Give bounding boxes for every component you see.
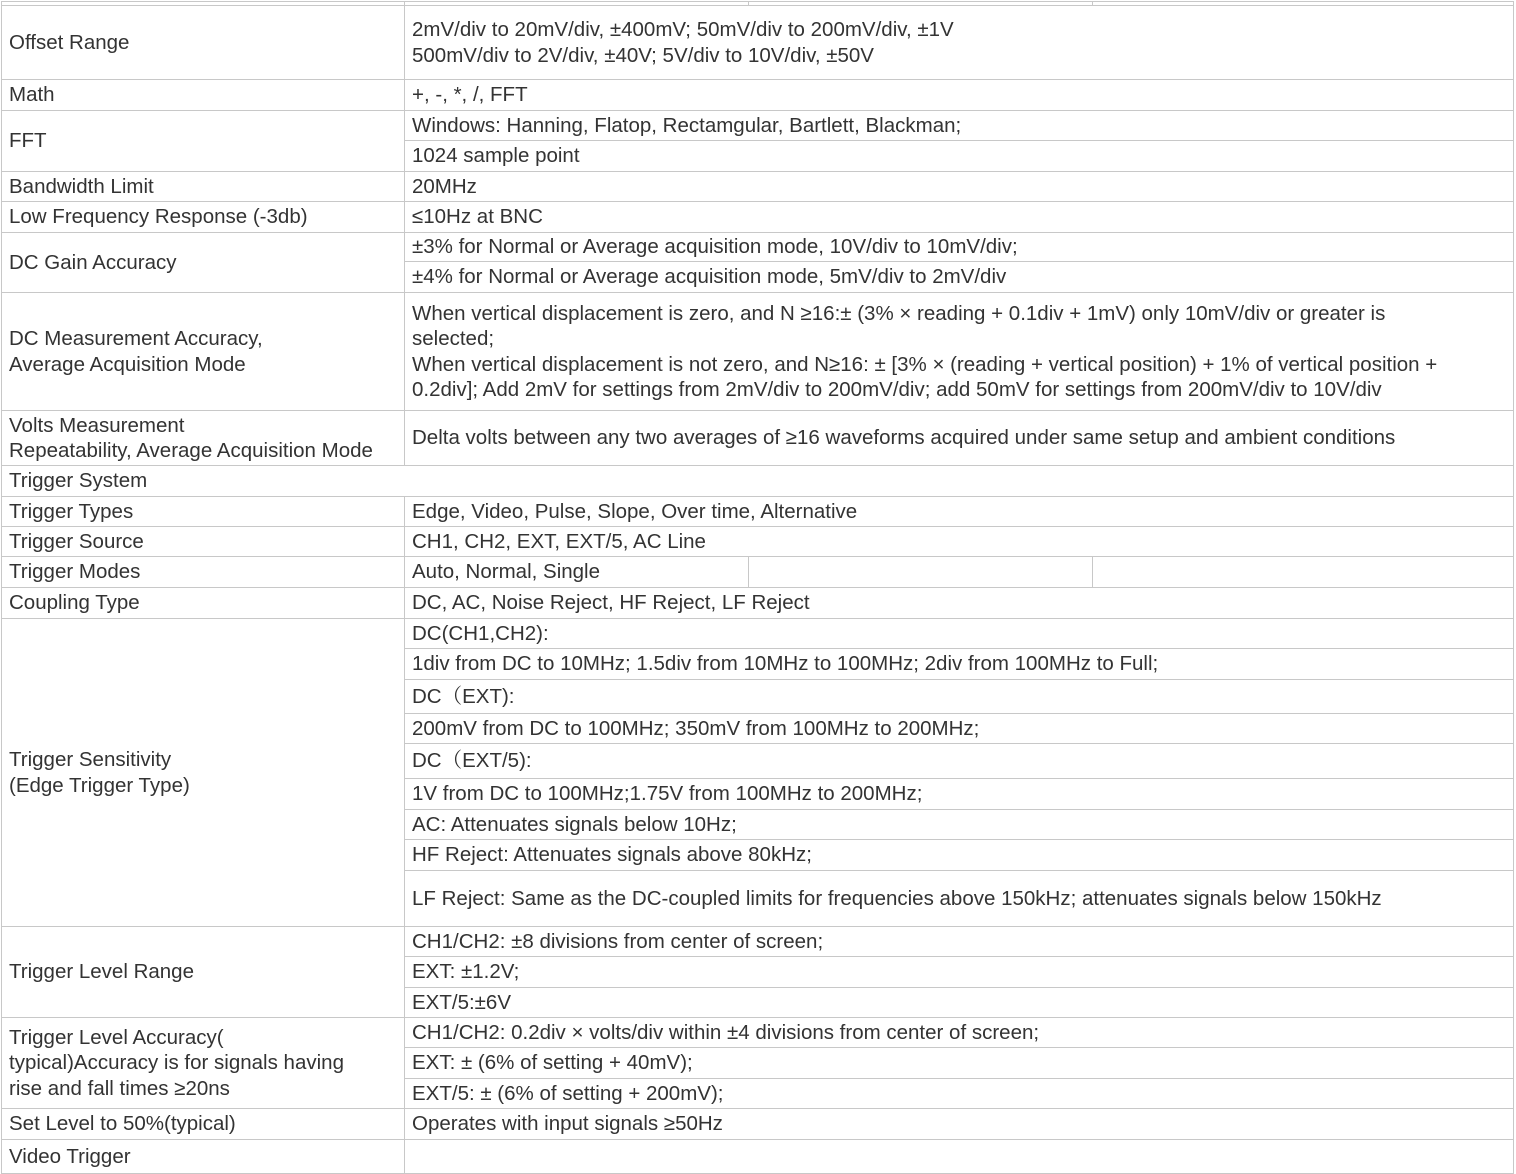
- table-row: [2, 233, 1514, 262]
- table-row: [2, 1109, 1514, 1140]
- row-value: DC(CH1,CH2):: [405, 619, 1514, 649]
- label-line: Volts Measurement: [9, 413, 185, 437]
- spec-table: [1, 1, 1514, 1174]
- row-value: EXT/5:±6V: [405, 988, 1514, 1018]
- row-value: CH1/CH2: ±8 divisions from center of screen;: [405, 927, 1514, 957]
- table-row: [2, 111, 1514, 141]
- table-row: [2, 527, 1514, 557]
- row-label: [2, 293, 405, 411]
- row-value: Windows: Hanning, Flatop, Rectamgular, Bartlett, Blackman;: [405, 111, 1514, 141]
- row-value: CH1/CH2: 0.2div × volts/div within ±4 divisions from center of screen;: [405, 1018, 1514, 1048]
- row-value: 1024 sample point: [405, 141, 1514, 172]
- row-value: +, -, *, /, FFT: [405, 80, 1514, 111]
- row-label: Offset Range: [2, 6, 405, 80]
- row-value: Delta volts between any two averages of ≥16 waveforms acquired under same setup and ambient conditions: [405, 411, 1514, 466]
- row-value: Edge, Video, Pulse, Slope, Over time, Alternative: [405, 497, 1514, 527]
- empty-cell: [405, 1140, 1514, 1174]
- row-label: [2, 619, 405, 927]
- row-value: CH1, CH2, EXT, EXT/5, AC Line: [405, 527, 1514, 557]
- row-value: Auto, Normal, Single: [405, 557, 749, 588]
- value-line: 500mV/div to 2V/div, ±40V; 5V/div to 10V/div, ±50V: [412, 43, 874, 67]
- row-value: HF Reject: Attenuates signals above 80kHz;: [405, 840, 1514, 871]
- row-value: DC（EXT):: [405, 680, 1514, 714]
- table-row: [2, 172, 1514, 202]
- row-label: Math: [2, 80, 405, 111]
- row-value: DC, AC, Noise Reject, HF Reject, LF Reject: [405, 588, 1514, 619]
- value-line: When vertical displacement is zero, and N ≥16:± (3% × reading + 0.1div + 1mV) only 10mV/div or greater is: [412, 301, 1386, 325]
- table-row: [2, 293, 1514, 411]
- table-row: [2, 411, 1514, 466]
- row-label: Video Trigger: [2, 1140, 405, 1174]
- section-heading: Trigger System: [2, 466, 1514, 497]
- label-line: Trigger Level Accuracy(: [9, 1025, 224, 1049]
- table-row: [2, 80, 1514, 111]
- row-label: Set Level to 50%(typical): [2, 1109, 405, 1140]
- row-value: 20MHz: [405, 172, 1514, 202]
- table-row: [2, 202, 1514, 233]
- row-value: 1div from DC to 10MHz; 1.5div from 10MHz to 100MHz; 2div from 100MHz to Full;: [405, 649, 1514, 680]
- row-label: Trigger Modes: [2, 557, 405, 588]
- row-value: ±3% for Normal or Average acquisition mode, 10V/div to 10mV/div;: [405, 233, 1514, 262]
- label-line: rise and fall times ≥20ns: [9, 1076, 230, 1100]
- table-row: [2, 557, 1514, 588]
- label-line: Average Acquisition Mode: [9, 352, 246, 376]
- label-line: typical)Accuracy is for signals having: [9, 1051, 344, 1075]
- table-row: [2, 466, 1514, 497]
- row-label: Bandwidth Limit: [2, 172, 405, 202]
- label-line: Trigger Sensitivity: [9, 748, 172, 771]
- table-row: [2, 927, 1514, 957]
- table-row: [2, 588, 1514, 619]
- table-row: [2, 619, 1514, 649]
- row-value: Operates with input signals ≥50Hz: [405, 1109, 1514, 1140]
- row-label: Trigger Source: [2, 527, 405, 557]
- row-value: 200mV from DC to 100MHz; 350mV from 100MHz to 200MHz;: [405, 714, 1514, 744]
- row-label: [2, 1018, 405, 1109]
- table-row: [2, 1140, 1514, 1174]
- value-line: When vertical displacement is not zero, and N≥16: ± [3% × (reading + vertical position) + 1% of vertical position +: [412, 352, 1438, 376]
- empty-cell: [1093, 557, 1514, 588]
- row-value: ≤10Hz at BNC: [405, 202, 1514, 233]
- row-label: Coupling Type: [2, 588, 405, 619]
- row-value: DC（EXT/5):: [405, 744, 1514, 779]
- row-value: 1V from DC to 100MHz;1.75V from 100MHz to 200MHz;: [405, 779, 1514, 810]
- label-line: DC Measurement Accuracy,: [9, 327, 263, 350]
- row-value: LF Reject: Same as the DC-coupled limits for frequencies above 150kHz; attenuates signals below 150kHz: [405, 871, 1514, 927]
- row-value: [405, 6, 1514, 80]
- label-line: (Edge Trigger Type): [9, 773, 190, 797]
- row-value: EXT/5: ± (6% of setting + 200mV);: [405, 1079, 1514, 1109]
- table-row: [2, 497, 1514, 527]
- value-line: 2mV/div to 20mV/div, ±400mV; 50mV/div to 200mV/div, ±1V: [412, 18, 954, 41]
- value-line: 0.2div]; Add 2mV for settings from 2mV/div to 200mV/div; add 50mV for settings from 200mV/div to 10V/div: [412, 378, 1382, 401]
- row-label: FFT: [2, 111, 405, 172]
- row-label: Low Frequency Response (-3db): [2, 202, 405, 233]
- row-label: Trigger Level Range: [2, 927, 405, 1018]
- label-line: Repeatability, Average Acquisition Mode: [9, 439, 373, 462]
- row-label: [2, 411, 405, 466]
- table-row: [2, 1018, 1514, 1048]
- row-label: Trigger Types: [2, 497, 405, 527]
- empty-cell: [749, 557, 1093, 588]
- row-value: EXT: ±1.2V;: [405, 957, 1514, 988]
- row-label: DC Gain Accuracy: [2, 233, 405, 293]
- row-value: ±4% for Normal or Average acquisition mode, 5mV/div to 2mV/div: [405, 262, 1514, 293]
- row-value: EXT: ± (6% of setting + 40mV);: [405, 1048, 1514, 1079]
- row-value: [405, 293, 1514, 411]
- row-value: AC: Attenuates signals below 10Hz;: [405, 810, 1514, 840]
- table-row: [2, 6, 1514, 80]
- value-line: selected;: [412, 327, 495, 350]
